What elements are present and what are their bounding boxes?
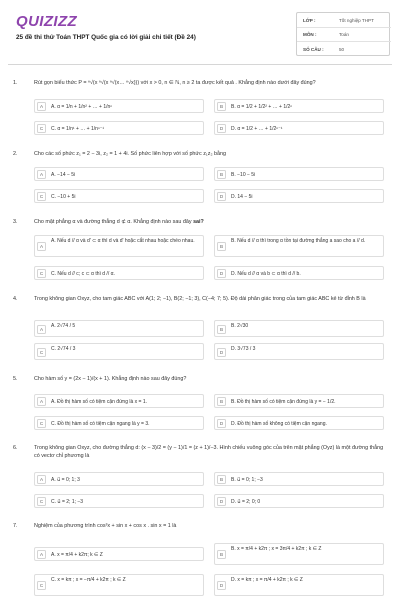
- option-a[interactable]: [34, 472, 204, 486]
- option-letter: B: [217, 242, 226, 251]
- option-letter: B: [217, 170, 226, 179]
- option-text: A. x = π/4 + k2π; k ∈ Z: [51, 551, 103, 558]
- option-letter: A: [37, 325, 46, 334]
- question-text-emphasis: sai?: [193, 219, 204, 225]
- option-text: D. 3√73 / 3: [231, 346, 256, 352]
- option-letter: A: [37, 550, 46, 559]
- question-number: 5.: [13, 376, 18, 382]
- question-text: Cho hàm số y = (2x − 1)/(x + 1). Khẳng định nào sau đây đúng?: [34, 376, 187, 382]
- option-letter: B: [217, 550, 226, 559]
- question-text: Trong không gian Oxyz, cho đường thẳng d: (x − 3)/2 = (y − 1)/1 = (z + 1)/−3. Hình chiếu vuông góc của trên mặt phẳng (Oyz) là một đường thẳng có vectơ chỉ phương là: [34, 445, 384, 459]
- option-letter: A: [37, 170, 46, 179]
- option-d[interactable]: [214, 189, 384, 203]
- option-text: C. Đồ thị hàm số có tiệm cận ngang là y = 3.: [51, 420, 150, 427]
- question-number: 7.: [13, 523, 18, 529]
- option-letter: D: [217, 419, 226, 428]
- option-a[interactable]: [34, 235, 204, 257]
- option-c[interactable]: [34, 343, 204, 360]
- meta-label: SỐ CÂU :: [303, 46, 324, 52]
- option-text: D. Đồ thị hàm số không có tiệm cận ngang.: [231, 420, 327, 427]
- option-text: B. Nếu d // α thì trong α tồn tại đường thẳng a sao cho a // d.: [231, 238, 366, 244]
- option-b[interactable]: [214, 320, 384, 337]
- option-d[interactable]: [214, 121, 384, 135]
- option-text: A. α = 1/n + 1/n² + … + 1/nⁿ: [51, 103, 113, 110]
- meta-label: MÔN :: [303, 32, 317, 37]
- option-letter: A: [37, 102, 46, 111]
- meta-value: 50: [339, 46, 345, 52]
- question-text: Nghiệm của phương trình cos²x + sin x + cos x . sin x = 1 là: [34, 523, 177, 529]
- option-text: B. Đồ thị hàm số có tiệm cận đứng là y = − 1/2.: [231, 398, 336, 405]
- option-b[interactable]: [214, 543, 384, 565]
- header: [0, 0, 400, 66]
- option-letter: A: [37, 475, 46, 484]
- option-c[interactable]: [34, 416, 204, 430]
- option-text: B. x = π/4 + k2π ; x = 3π/4 + k2π ; k ∈ Z: [231, 546, 322, 552]
- option-letter: B: [217, 397, 226, 406]
- option-letter: B: [217, 475, 226, 484]
- option-text: D. x = kπ ; x = π/4 + k2π ; k ∈ Z: [231, 577, 303, 583]
- option-c[interactable]: [34, 494, 204, 508]
- meta-value: Tốt nghiệp THPT: [339, 17, 374, 23]
- option-letter: D: [217, 497, 226, 506]
- option-a[interactable]: [34, 547, 204, 561]
- option-text: C. α = 1/n¹ + … + 1/nⁿ⁻¹: [51, 125, 105, 132]
- option-c[interactable]: [34, 266, 204, 280]
- option-text: D. Nếu d // α và b ⊂ α thì d // b.: [231, 270, 301, 277]
- option-text: C. −10 + 5i: [51, 193, 76, 200]
- option-letter: C: [37, 124, 46, 133]
- meta-row-subject: [297, 28, 391, 43]
- meta-row-class: [297, 13, 391, 28]
- option-letter: C: [37, 419, 46, 428]
- question-text: Cho các số phức z₁ = 2 − 3i, z₂ = 1 + 4i. Số phức liên hợp với số phức z₁z₂ bằng: [34, 151, 227, 157]
- option-text: B. u⃗ = 0; 1; −3: [231, 476, 263, 483]
- option-text: D. α = 1/2 + … + 1/2ⁿ⁻¹: [231, 125, 283, 132]
- option-letter: C: [37, 192, 46, 201]
- option-d[interactable]: [214, 416, 384, 430]
- option-b[interactable]: [214, 167, 384, 181]
- option-letter: D: [217, 348, 226, 357]
- question-number: 3.: [13, 219, 18, 225]
- option-letter: B: [217, 102, 226, 111]
- option-b[interactable]: [214, 99, 384, 113]
- option-text: C. 2√74 / 3: [51, 346, 76, 352]
- option-text: A. Đồ thị hàm số có tiệm cận đứng là x = 1.: [51, 398, 148, 405]
- question-text-main: Cho mặt phẳng α và đường thẳng d ⊄ α. Khẳng định nào sau đây: [34, 219, 194, 225]
- option-letter: D: [217, 192, 226, 201]
- question-number: 4.: [13, 296, 18, 302]
- question-number: 2.: [13, 151, 18, 157]
- option-c[interactable]: [34, 574, 204, 596]
- quizizz-logo: QUIZIZZ: [16, 13, 78, 30]
- option-text: D. 14 − 5i: [231, 193, 253, 200]
- option-text: A. Nếu d // α và d' ⊂ α thì d và d' hoặc cắt nhau hoặc chéo nhau.: [51, 238, 195, 244]
- option-letter: C: [37, 581, 46, 590]
- option-letter: C: [37, 348, 46, 357]
- option-d[interactable]: [214, 494, 384, 508]
- option-letter: D: [217, 581, 226, 590]
- meta-box: [296, 12, 390, 56]
- option-b[interactable]: [214, 394, 384, 408]
- option-letter: D: [217, 269, 226, 278]
- option-d[interactable]: [214, 574, 384, 596]
- option-letter: A: [37, 242, 46, 251]
- option-a[interactable]: [34, 394, 204, 408]
- option-a[interactable]: [34, 320, 204, 337]
- option-c[interactable]: [34, 121, 204, 135]
- meta-label: LỚP :: [303, 17, 316, 23]
- meta-value: Toán: [339, 32, 349, 37]
- option-text: C. x = kπ ; x = −π/4 + k2π ; k ∈ Z: [51, 577, 126, 583]
- option-text: A. −14 − 5i: [51, 171, 76, 178]
- divider: [8, 64, 392, 65]
- question-text: Rút gọn biểu thức P = ⁿ√(x ⁿ√(x ⁿ√(x… ⁿ√x))) với x > 0, n ∈ ℕ, n ≥ 2 ta được kết quả . Khẳng định nào dưới đây đúng?: [34, 80, 316, 86]
- option-a[interactable]: [34, 167, 204, 181]
- question-text: [34, 219, 386, 227]
- meta-row-count: [297, 42, 391, 57]
- option-d[interactable]: [214, 343, 384, 360]
- option-letter: B: [217, 325, 226, 334]
- option-letter: D: [217, 124, 226, 133]
- question-text: Trong không gian Oxyz, cho tam giác ABC với A(1; 2; −1), B(2; −1; 3), C(−4; 7; 5). Độ dài phân giác trong của tam giác ABC kẻ từ đỉnh B là: [34, 296, 366, 302]
- option-a[interactable]: [34, 99, 204, 113]
- option-text: C. u⃗ = 2; 1; −3: [51, 498, 84, 505]
- option-text: A. u⃗ = 0; 1; 3: [51, 476, 80, 483]
- page-title: 25 đề thi thử Toán THPT Quốc gia có lời giải chi tiết (Đề 24): [16, 34, 196, 41]
- option-text: A. 2√74 / 5: [51, 323, 76, 329]
- option-text: D. u⃗ = 2; 0; 0: [231, 498, 261, 505]
- question-number: 1.: [13, 80, 18, 86]
- question-number: 6.: [13, 445, 18, 451]
- option-letter: C: [37, 497, 46, 506]
- option-b[interactable]: [214, 235, 384, 257]
- option-c[interactable]: [34, 189, 204, 203]
- option-text: B. α = 1/2 + 1/2² + … + 1/2ⁿ: [231, 103, 293, 110]
- option-letter: C: [37, 269, 46, 278]
- option-text: C. Nếu d // c; c ⊂ α thì d // α.: [51, 270, 115, 277]
- option-text: B. −10 − 5i: [231, 171, 256, 178]
- option-d[interactable]: [214, 266, 384, 280]
- option-text: B. 2√30: [231, 323, 249, 329]
- option-b[interactable]: [214, 472, 384, 486]
- option-letter: A: [37, 397, 46, 406]
